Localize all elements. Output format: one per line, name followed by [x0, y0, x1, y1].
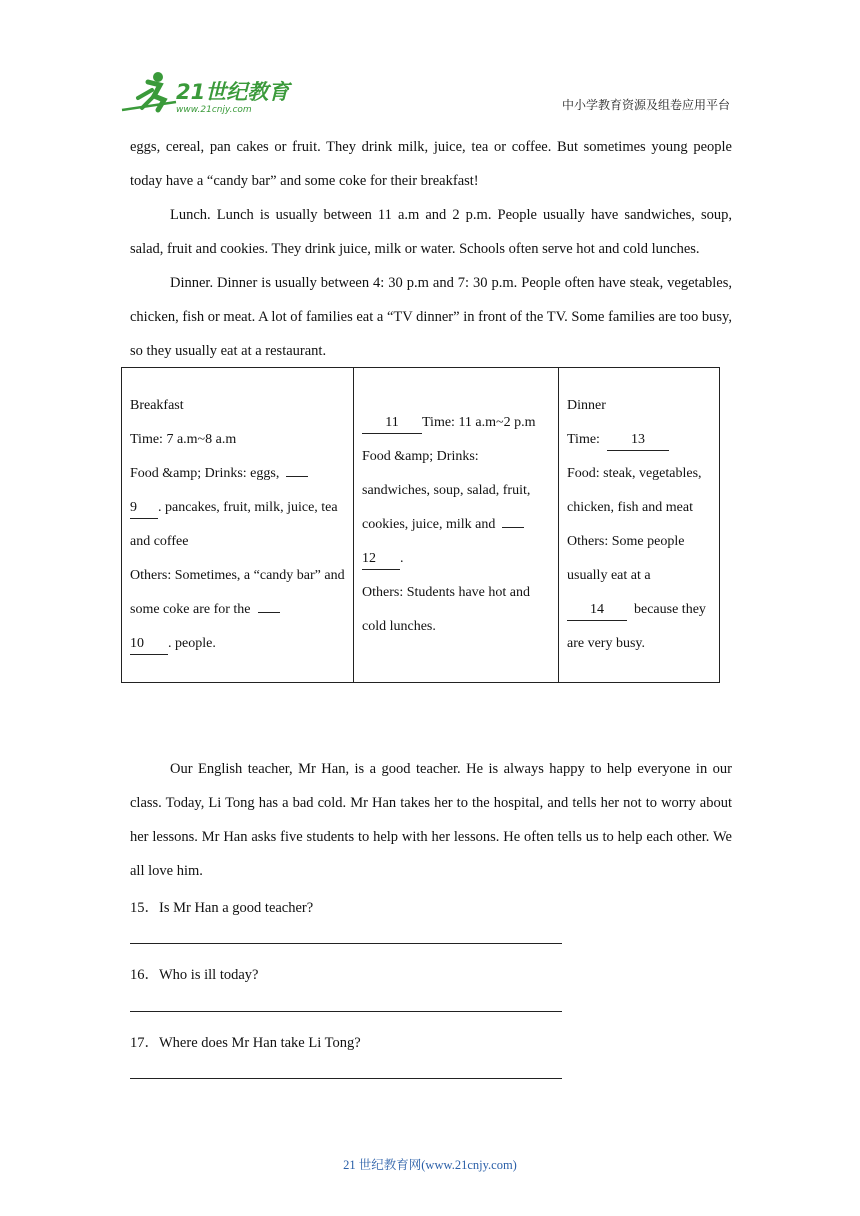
passage-paragraph-3: Dinner. Dinner is usually between 4: 30 p.m and 7: 30 p.m. People often have steak, vegetables, chicken, fish or meat. A lot of families eat a “TV dinner” in front of the TV. Some families are too busy, so they usually eat at a restaurant.	[130, 275, 732, 359]
question-text: Who is ill today?	[159, 967, 259, 983]
answer-line-17[interactable]	[130, 1078, 562, 1079]
lunch-others: Others: Students have hot and cold lunches.	[362, 585, 530, 634]
breakfast-time: Time: 7 a.m~8 a.m	[130, 432, 237, 447]
answer-line-16[interactable]	[130, 1011, 562, 1012]
blank-13: 13	[607, 430, 669, 451]
breakfast-food-prefix: Food &amp; Drinks: eggs,	[130, 466, 280, 481]
question-15	[130, 896, 313, 917]
blank-9: 9	[130, 498, 158, 519]
question-number: 17．	[130, 1035, 159, 1051]
breakfast-title: Breakfast	[130, 398, 184, 413]
header-platform-text: 中小学教育资源及组卷应用平台	[561, 98, 730, 112]
blank-12-line	[502, 527, 524, 528]
logo-text: 21世纪教育	[176, 80, 290, 104]
question-text: Where does Mr Han take Li Tong?	[159, 1035, 361, 1051]
question-17	[130, 1031, 361, 1052]
footer-link[interactable]: 21 世纪教育网(www.21cnjy.com)	[343, 1158, 517, 1172]
breakfast-others-prefix: Others: Sometimes, a “candy bar” and some coke are for the	[130, 568, 345, 617]
question-16	[130, 963, 258, 984]
lunch-food-prefix: Food &amp; Drinks: sandwiches, soup, salad, fruit, cookies, juice, milk and	[362, 449, 531, 532]
lunch-time: Time: 11 a.m~2 p.m	[422, 415, 536, 430]
blank-9-line	[286, 476, 308, 477]
question-number: 15．	[130, 900, 159, 916]
breakfast-others-suffix: . people.	[168, 636, 216, 651]
blank-10-line	[258, 612, 280, 613]
dinner-food: Food: steak, vegetables, chicken, fish and meat	[567, 466, 702, 515]
passage-paragraph-2: Lunch. Lunch is usually between 11 a.m and 2 p.m. People usually have sandwiches, soup, salad, fruit and cookies. They drink juice, milk or water. Schools often serve hot and cold lunches.	[130, 207, 732, 257]
answer-line-15[interactable]	[130, 943, 562, 944]
logo-url: www.21cnjy.com	[176, 105, 252, 115]
blank-10: 10	[130, 634, 168, 655]
breakfast-cell	[122, 368, 354, 683]
dinner-cell	[559, 368, 720, 683]
blank-12: 12	[362, 549, 400, 570]
dinner-others-suffix: because they are very busy.	[567, 602, 706, 651]
dinner-others-prefix: Others: Some people usually eat at a	[567, 534, 685, 583]
question-number: 16．	[130, 967, 159, 983]
dinner-time-prefix: Time:	[567, 432, 600, 447]
passage-paragraph-1: eggs, cereal, pan cakes or fruit. They drink milk, juice, tea or coffee. But sometimes young people today have a “candy bar” and some coke for their breakfast!	[130, 139, 732, 189]
site-logo	[118, 68, 294, 116]
running-figure-icon	[122, 72, 176, 110]
lunch-cell	[354, 368, 559, 683]
question-text: Is Mr Han a good teacher?	[159, 900, 314, 916]
dinner-title: Dinner	[567, 398, 606, 413]
meal-info-table	[121, 367, 720, 683]
reading-passage-2: Our English teacher, Mr Han, is a good teacher. He is always happy to help everyone in our class. Today, Li Tong has a bad cold. Mr Han takes her to the hospital, and tells her not to worry about her lessons. Mr Han asks five students to help with her lessons. He often tells us to help each other. We all love him.	[130, 761, 732, 879]
blank-14: 14	[567, 600, 627, 621]
breakfast-food-suffix: . pancakes, fruit, milk, juice, tea and coffee	[130, 500, 338, 549]
lunch-food-suffix: .	[400, 551, 404, 566]
blank-11: 11	[362, 413, 422, 434]
